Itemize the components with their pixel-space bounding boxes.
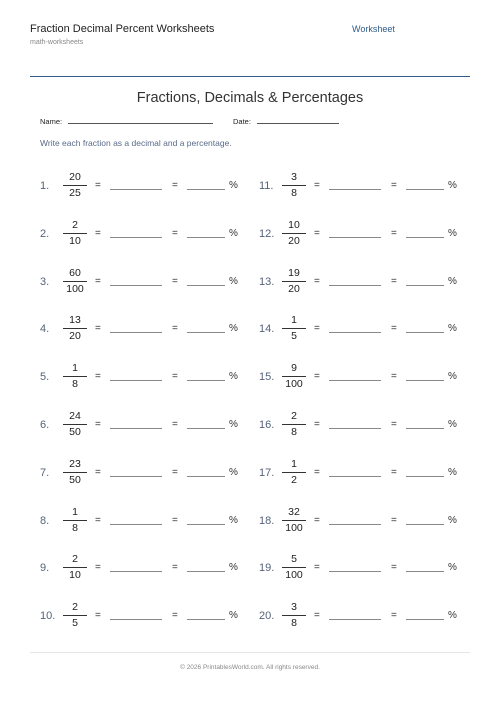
fraction-numerator: 3 [291, 601, 297, 614]
fraction [279, 505, 309, 535]
fraction-numerator: 2 [291, 410, 297, 422]
equals-sign: = [314, 323, 320, 335]
equals-sign: = [391, 180, 397, 191]
problem-number: 6. [40, 419, 50, 431]
fraction-denominator: 8 [291, 187, 297, 199]
fraction-numerator: 20 [69, 171, 81, 183]
fraction-denominator: 2 [291, 473, 297, 486]
fraction [60, 313, 90, 343]
worksheet-title: Fractions, Decimals & Percentages [136, 90, 364, 106]
problem-item [259, 457, 474, 491]
decimal-answer-blank[interactable] [110, 380, 162, 381]
percent-sign: % [229, 180, 238, 191]
problem-number: 11. [259, 180, 274, 192]
fraction-denominator: 20 [288, 282, 300, 295]
fraction [60, 266, 90, 296]
equals-sign: = [314, 227, 320, 239]
equals-sign: = [172, 180, 178, 191]
percent-sign: % [229, 514, 238, 526]
instructions: Write each fraction as a decimal and a percentage. [40, 138, 232, 148]
fraction-denominator: 5 [291, 330, 297, 343]
fraction [60, 170, 90, 200]
problem-number: 12. [259, 227, 275, 240]
percent-answer-blank[interactable] [406, 189, 444, 190]
percent-answer-blank[interactable] [187, 428, 225, 429]
fraction-denominator: 8 [291, 617, 297, 630]
equals-sign: = [314, 514, 320, 526]
equals-sign: = [95, 514, 101, 526]
decimal-answer-blank[interactable] [329, 332, 381, 333]
percent-answer-blank[interactable] [406, 380, 444, 381]
problem-number: 19. [259, 562, 275, 575]
percent-answer-blank[interactable] [187, 189, 225, 190]
problem-number: 2. [40, 227, 50, 240]
fraction-numerator: 1 [72, 505, 78, 518]
percent-answer-blank[interactable] [406, 237, 444, 238]
fraction-denominator: 20 [69, 330, 81, 343]
equals-sign: = [391, 323, 397, 335]
fraction-denominator: 100 [285, 569, 303, 582]
fraction-denominator: 10 [69, 569, 81, 582]
problem-item [259, 266, 474, 300]
percent-answer-blank[interactable] [187, 619, 225, 620]
fraction-denominator: 50 [69, 473, 81, 486]
worksheet-link[interactable]: Worksheet [352, 24, 395, 34]
problem-number: 4. [40, 323, 50, 336]
decimal-answer-blank[interactable] [110, 237, 162, 238]
problem-number: 5. [40, 371, 50, 384]
fraction-numerator: 60 [69, 266, 81, 279]
equals-sign: = [314, 371, 320, 383]
equals-sign: = [314, 419, 320, 430]
problem-item [259, 505, 474, 539]
fraction-denominator: 50 [69, 426, 81, 438]
equals-sign: = [172, 419, 178, 430]
problem-item [40, 361, 255, 395]
decimal-answer-blank[interactable] [329, 380, 381, 381]
decimal-answer-blank[interactable] [110, 285, 162, 286]
percent-sign: % [448, 419, 457, 430]
percent-sign: % [229, 323, 238, 335]
percent-answer-blank[interactable] [187, 524, 225, 525]
percent-answer-blank[interactable] [187, 285, 225, 286]
equals-sign: = [314, 466, 320, 478]
equals-sign: = [314, 610, 320, 622]
fraction-numerator: 2 [72, 601, 78, 614]
fraction-numerator: 24 [69, 410, 81, 422]
decimal-answer-blank[interactable] [110, 189, 162, 190]
fraction-numerator: 1 [72, 362, 78, 375]
equals-sign: = [172, 514, 178, 526]
fraction [60, 361, 90, 391]
percent-sign: % [448, 323, 457, 335]
percent-answer-blank[interactable] [406, 571, 444, 572]
problem-number: 16. [259, 419, 275, 431]
problem-item [40, 409, 255, 443]
decimal-answer-blank[interactable] [329, 189, 381, 190]
site-title: Fraction Decimal Percent Worksheets [30, 23, 215, 35]
header-divider [30, 76, 470, 77]
problem-number: 15. [259, 371, 275, 384]
equals-sign: = [314, 275, 320, 287]
decimal-answer-blank[interactable] [329, 428, 381, 429]
percent-sign: % [448, 610, 457, 622]
decimal-answer-blank[interactable] [329, 237, 381, 238]
equals-sign: = [172, 227, 178, 239]
fraction [279, 457, 309, 487]
equals-sign: = [391, 514, 397, 526]
decimal-answer-blank[interactable] [110, 332, 162, 333]
equals-sign: = [95, 227, 101, 239]
fraction-numerator: 5 [291, 553, 297, 566]
problem-item [40, 505, 255, 539]
name-label: Name: [40, 117, 63, 126]
equals-sign: = [172, 275, 178, 287]
decimal-answer-blank[interactable] [110, 619, 162, 620]
percent-sign: % [448, 227, 457, 239]
equals-sign: = [391, 371, 397, 383]
decimal-answer-blank[interactable] [110, 571, 162, 572]
equals-sign: = [95, 323, 101, 335]
equals-sign: = [391, 610, 397, 622]
fraction [60, 600, 90, 630]
footer-divider [30, 652, 470, 653]
percent-sign: % [448, 466, 457, 478]
fraction-numerator: 2 [72, 553, 78, 566]
decimal-answer-blank[interactable] [110, 524, 162, 525]
percent-sign: % [448, 562, 457, 574]
fraction [60, 409, 90, 439]
fraction-denominator: 8 [291, 426, 297, 438]
equals-sign: = [95, 466, 101, 478]
problem-item [40, 457, 255, 491]
fraction-numerator: 1 [291, 457, 297, 470]
decimal-answer-blank[interactable] [329, 571, 381, 572]
equals-sign: = [95, 275, 101, 287]
fraction-numerator: 9 [291, 362, 297, 375]
percent-answer-blank[interactable] [406, 524, 444, 525]
decimal-answer-blank[interactable] [329, 524, 381, 525]
equals-sign: = [95, 562, 101, 574]
problem-item [259, 600, 474, 634]
equals-sign: = [391, 562, 397, 574]
percent-sign: % [229, 419, 238, 430]
percent-sign: % [448, 371, 457, 383]
problem-number: 9. [40, 562, 50, 575]
name-blank[interactable] [68, 117, 213, 124]
fraction [279, 409, 309, 439]
equals-sign: = [314, 562, 320, 574]
decimal-answer-blank[interactable] [329, 285, 381, 286]
fraction [279, 313, 309, 343]
decimal-answer-blank[interactable] [329, 476, 381, 477]
equals-sign: = [391, 419, 397, 430]
problem-item [40, 600, 255, 634]
problem-item [259, 552, 474, 586]
problem-number: 20. [259, 610, 275, 623]
percent-answer-blank[interactable] [406, 619, 444, 620]
percent-answer-blank[interactable] [187, 571, 225, 572]
percent-sign: % [229, 466, 238, 478]
percent-sign: % [229, 371, 238, 383]
fraction-numerator: 19 [288, 266, 300, 279]
problem-number: 1. [40, 180, 50, 192]
percent-sign: % [229, 610, 238, 622]
problem-item [259, 313, 474, 347]
fraction-denominator: 10 [69, 234, 81, 247]
site-subtitle: math-worksheets [30, 39, 84, 46]
fraction-denominator: 25 [69, 187, 81, 199]
fraction-denominator: 100 [285, 521, 303, 534]
equals-sign: = [172, 466, 178, 478]
decimal-answer-blank[interactable] [110, 476, 162, 477]
fraction-numerator: 13 [69, 314, 81, 327]
fraction [60, 218, 90, 248]
problem-item [40, 266, 255, 300]
decimal-answer-blank[interactable] [329, 619, 381, 620]
equals-sign: = [391, 275, 397, 287]
fraction [279, 218, 309, 248]
problem-number: 17. [259, 466, 275, 479]
percent-sign: % [448, 180, 457, 191]
fraction-denominator: 5 [72, 617, 78, 630]
fraction [60, 505, 90, 535]
percent-answer-blank[interactable] [406, 428, 444, 429]
date-label: Date: [233, 117, 251, 126]
equals-sign: = [314, 180, 320, 191]
equals-sign: = [172, 323, 178, 335]
percent-answer-blank[interactable] [187, 332, 225, 333]
percent-sign: % [448, 514, 457, 526]
problem-item [259, 361, 474, 395]
fraction-numerator: 10 [288, 218, 300, 231]
fraction [279, 600, 309, 630]
name-field [40, 117, 213, 126]
fraction-denominator: 100 [66, 282, 84, 295]
percent-sign: % [229, 227, 238, 239]
problem-item [259, 409, 474, 443]
decimal-answer-blank[interactable] [110, 428, 162, 429]
equals-sign: = [95, 180, 101, 191]
date-field [233, 117, 339, 126]
problem-item [40, 218, 255, 252]
problem-item [259, 170, 474, 204]
problem-number: 13. [259, 275, 275, 288]
percent-sign: % [229, 275, 238, 287]
equals-sign: = [172, 610, 178, 622]
fraction-numerator: 2 [72, 218, 78, 231]
fraction-numerator: 3 [291, 171, 297, 183]
problem-number: 14. [259, 323, 275, 336]
problem-number: 10. [40, 610, 56, 623]
equals-sign: = [172, 371, 178, 383]
equals-sign: = [95, 371, 101, 383]
percent-sign: % [229, 562, 238, 574]
equals-sign: = [391, 227, 397, 239]
fraction [279, 552, 309, 582]
percent-answer-blank[interactable] [187, 380, 225, 381]
fraction [279, 361, 309, 391]
problem-number: 3. [40, 275, 50, 288]
footer-copyright: © 2026 PrintablesWorld.com. All rights reserved. [180, 664, 320, 671]
problem-number: 8. [40, 514, 50, 527]
fraction [60, 552, 90, 582]
problem-item [40, 552, 255, 586]
percent-answer-blank[interactable] [187, 237, 225, 238]
percent-sign: % [448, 275, 457, 287]
fraction [60, 457, 90, 487]
equals-sign: = [95, 610, 101, 622]
fraction-numerator: 1 [291, 314, 297, 327]
equals-sign: = [95, 419, 101, 430]
problem-item [259, 218, 474, 252]
equals-sign: = [391, 466, 397, 478]
problem-number: 7. [40, 466, 50, 479]
fraction-denominator: 8 [72, 521, 78, 534]
problem-item [40, 170, 255, 204]
fraction-numerator: 32 [288, 505, 300, 518]
problem-item [40, 313, 255, 347]
equals-sign: = [172, 562, 178, 574]
percent-answer-blank[interactable] [406, 476, 444, 477]
fraction-numerator: 23 [69, 457, 81, 470]
fraction-denominator: 100 [285, 378, 303, 391]
fraction [279, 266, 309, 296]
fraction-denominator: 20 [288, 234, 300, 247]
percent-answer-blank[interactable] [187, 476, 225, 477]
fraction-denominator: 8 [72, 378, 78, 391]
fraction [279, 170, 309, 200]
date-blank[interactable] [257, 117, 339, 124]
percent-answer-blank[interactable] [406, 332, 444, 333]
problem-number: 18. [259, 514, 275, 527]
percent-answer-blank[interactable] [406, 285, 444, 286]
